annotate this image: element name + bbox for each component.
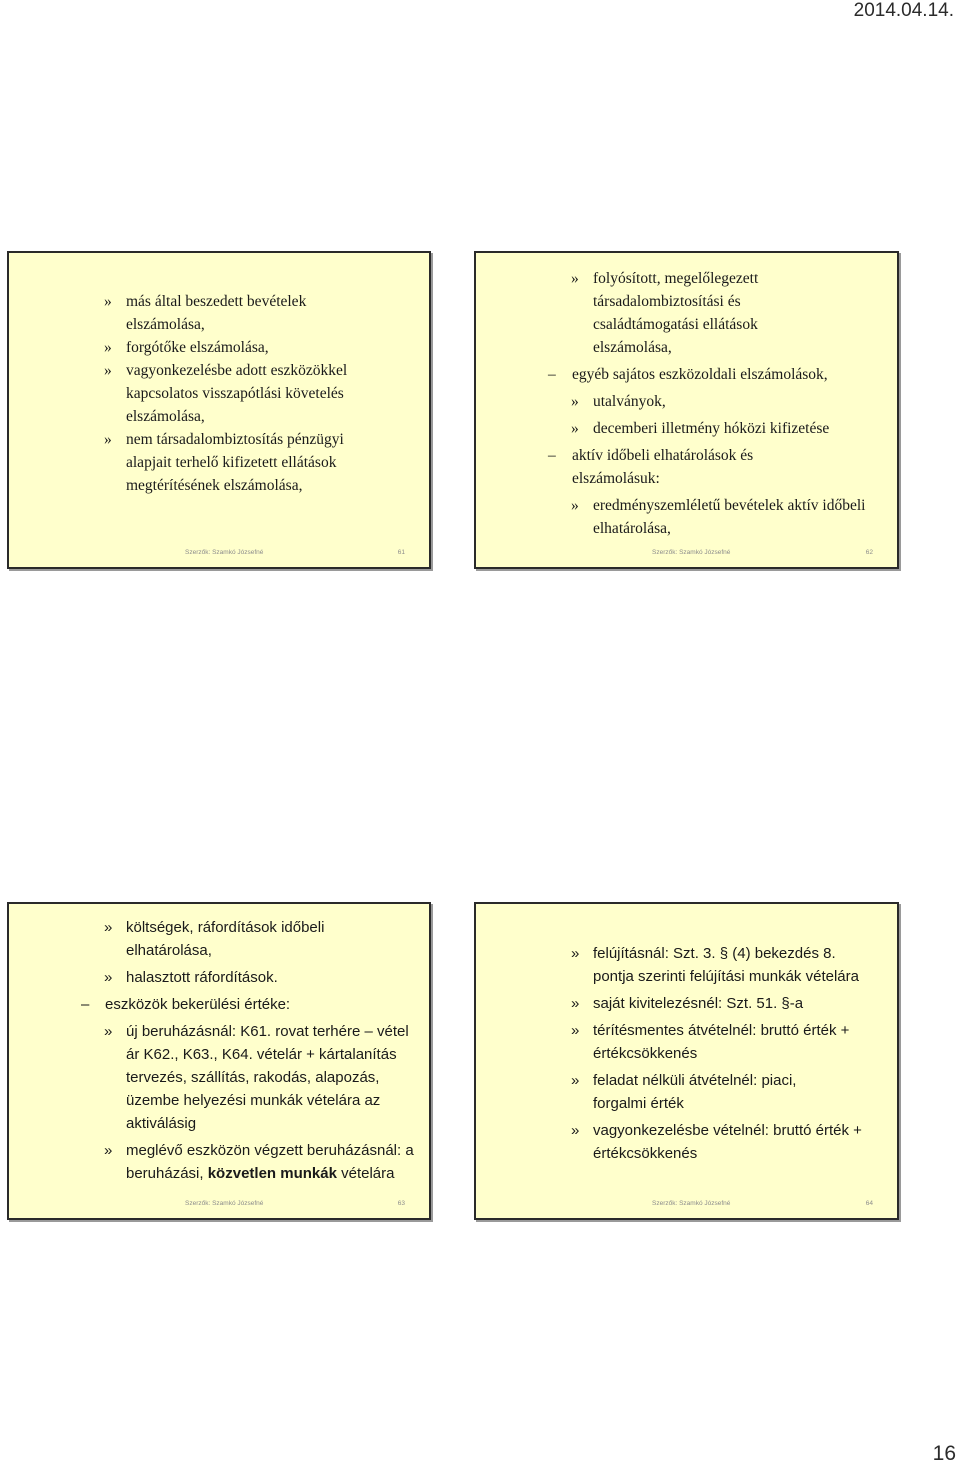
list-item (476, 390, 863, 413)
item-bold-text: közvetlen munkák (207, 1165, 337, 1182)
item-text: saját kivitelezésnél: Szt. 51. §-a (593, 995, 804, 1012)
bullet-marker: » (104, 339, 112, 356)
item-text: utalványok, (593, 393, 666, 410)
bullet-marker: » (104, 293, 112, 310)
slide-61 (7, 251, 431, 569)
list-item (476, 417, 883, 440)
bullet-marker: » (104, 1142, 113, 1159)
list-item (476, 942, 863, 988)
item-text: halasztott ráfordítások. (126, 969, 278, 986)
item-text: aktív időbeli elhatárolások és elszámolásuk: (572, 447, 754, 487)
bullet-marker: » (104, 969, 113, 986)
footer-author: Szerzők: Szamkó Józsefné (652, 549, 731, 556)
page-number: 16 (932, 1442, 956, 1465)
slide-footer (9, 1200, 429, 1210)
item-text: vagyonkezelésbe adott eszközökkel kapcsolatos visszapótlási követelés elszámolása, (126, 362, 348, 425)
dash-marker: – (548, 447, 556, 464)
slide-footer (476, 1200, 897, 1210)
slide-63 (7, 902, 431, 1220)
item-text: forgótőke elszámolása, (126, 339, 269, 356)
list-item (9, 993, 365, 1016)
list-item (476, 1069, 853, 1115)
list-item (9, 290, 376, 336)
slide-footer (9, 549, 429, 559)
list-item (476, 363, 872, 386)
footer-author: Szerzők: Szamkó Józsefné (185, 1200, 264, 1207)
header-date: 2014.04.14. (853, 0, 954, 21)
list-item (9, 1139, 416, 1185)
slide-footer (476, 549, 897, 559)
item-text: eredményszemléletű bevételek aktív időbeli elhatárolása, (593, 497, 866, 537)
item-text: új beruházásnál: K61. rovat terhére – vétel ár K62., K63., K64. vételár + kártalanítás tervezés, szállítás, rakodás, alapozás, üzembe helyezési munkák vételára az aktiválásig (126, 1023, 409, 1132)
item-text: költségek, ráfordítások időbeli elhatárolása, (126, 919, 325, 959)
item-text: eszközök bekerülési értéke: (105, 996, 291, 1013)
item-text: vagyonkezelésbe vételnél: bruttó érték + értékcsökkenés (593, 1122, 862, 1162)
item-text: folyósított, megelőlegezett társadalombiztosítási és családtámogatási ellátások elszámolása, (593, 270, 759, 356)
bullet-marker: » (571, 497, 579, 514)
item-text-tail: vételára (336, 1165, 395, 1182)
list-item (9, 966, 376, 989)
list-item (476, 1119, 883, 1165)
bullet-marker: » (571, 1022, 580, 1039)
list-item (9, 1020, 416, 1135)
list-item (476, 992, 873, 1015)
dash-marker: – (81, 996, 90, 1013)
bullet-marker: » (104, 919, 113, 936)
item-text: egyéb sajátos eszközoldali elszámolások, (572, 366, 828, 383)
item-text: más által beszedett bevételek elszámolása, (126, 293, 307, 333)
list-item (476, 444, 822, 490)
item-text: felújításnál: Szt. 3. § (4) bekezdés 8. pontja szerinti felújítási munkák vételára (593, 945, 859, 985)
slide-number: 63 (397, 1200, 405, 1207)
footer-author: Szerzők: Szamkó Józsefné (185, 549, 264, 556)
bullet-marker: » (571, 1122, 580, 1139)
list-item (9, 428, 388, 497)
bullet-marker: » (104, 1023, 113, 1040)
bullet-marker: » (104, 362, 112, 379)
bullet-marker: » (571, 393, 579, 410)
bullet-marker: » (571, 1072, 580, 1089)
list-item (9, 336, 376, 359)
bullet-marker: » (571, 995, 580, 1012)
slide-number: 64 (865, 1200, 873, 1207)
list-item (9, 359, 386, 428)
list-item (476, 1019, 873, 1065)
list-item (476, 494, 873, 540)
bullet-marker: » (571, 270, 579, 287)
item-text: feladat nélküli átvételnél: piaci, forgalmi érték (593, 1072, 797, 1112)
slide-62 (474, 251, 899, 569)
footer-author: Szerzők: Szamkó Józsefné (652, 1200, 731, 1207)
dash-marker: – (548, 366, 556, 383)
item-text: meglévő eszközön végzett beruházásnál: a beruházási, (126, 1142, 414, 1182)
list-item (476, 267, 803, 359)
slide-number: 61 (397, 549, 405, 556)
bullet-marker: » (571, 945, 580, 962)
slide-number: 62 (865, 549, 873, 556)
bullet-marker: » (104, 431, 112, 448)
bullet-marker: » (571, 420, 579, 437)
item-text: térítésmentes átvételnél: bruttó érték + értékcsökkenés (593, 1022, 850, 1062)
list-item (9, 916, 376, 962)
slide-64 (474, 902, 899, 1220)
item-text: decemberi illetmény hóközi kifizetése (593, 420, 830, 437)
item-text: nem társadalombiztosítás pénzügyi alapjait terhelő kifizetett ellátások megtérítésének elszámolása, (126, 431, 344, 494)
